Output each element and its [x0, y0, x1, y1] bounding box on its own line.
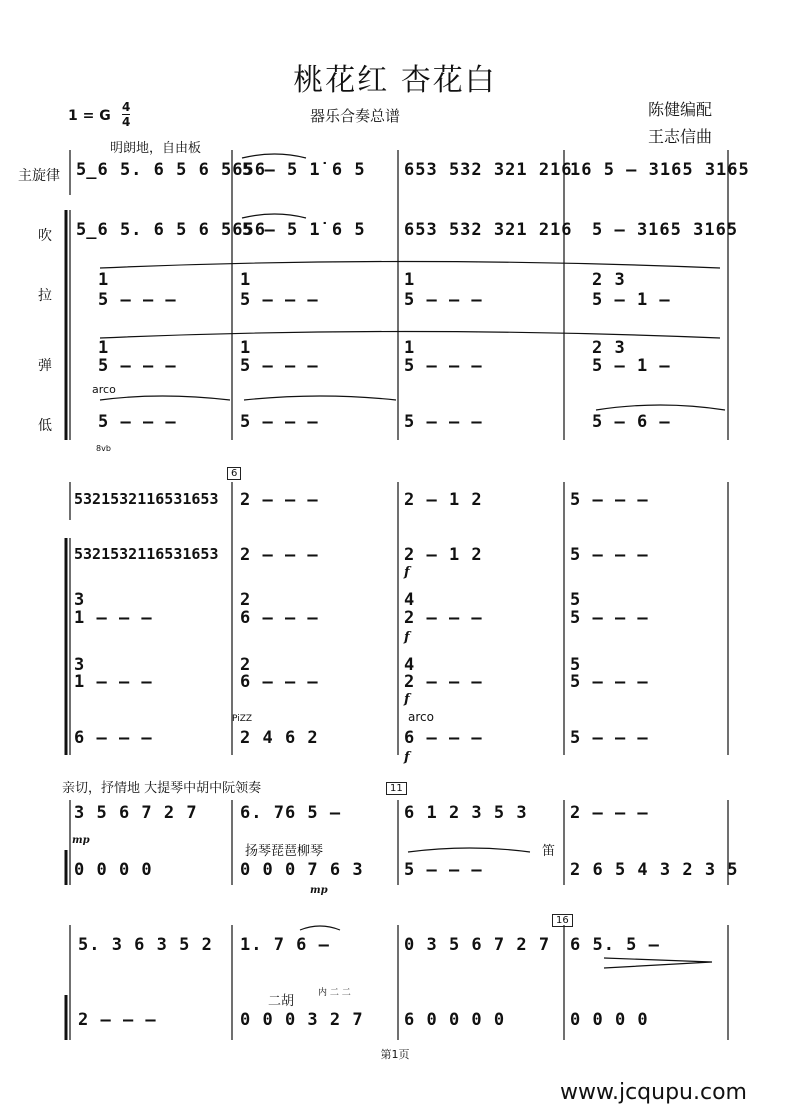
s1-pl-top-m2: 1 [240, 338, 252, 358]
rehearsal-mark-16: 16 [552, 914, 573, 927]
s1-wind-m3: 653 532 321 216 [404, 220, 573, 240]
s3-dyn-top: mp [72, 835, 90, 846]
s2-melody-m3: 2 – 1 2 [404, 490, 483, 510]
s1-pl-top-m3: 1 [404, 338, 416, 358]
s2-dyn-plucked: f [404, 692, 410, 707]
s4-top-m2: 1. 7 6 – [240, 935, 330, 955]
s1-str-top-m3: 1 [404, 270, 416, 290]
s2-melody-m4: 5 – – – [570, 490, 649, 510]
watermark-text: www.jcqupu.com [560, 1080, 747, 1105]
s1-melody-m1: 5̲6 5. 6 5 6 5656 [76, 160, 266, 180]
s2-low-m4: 5 – – – [570, 728, 649, 748]
s1-octave-mark: 8vb [96, 444, 111, 453]
s3-instr-b: 笛 [542, 844, 556, 859]
s2-melody-m2: 2 – – – [240, 490, 319, 510]
s2-pl-bot-m4: 5 – – – [570, 672, 649, 692]
s2-arco-mark: arco [408, 710, 434, 724]
s2-str-top-m3: 4 [404, 590, 416, 610]
s2-wind-m3: 2 – 1 2 [404, 545, 483, 565]
s3-top-m2: 6. 76 5 – [240, 803, 342, 823]
s1-low-m3: 5 – – – [404, 412, 483, 432]
s1-str-bot-m3: 5 – – – [404, 290, 483, 310]
s3-bottom-m4: 2 6 5 4 3 2 3 5 [570, 860, 739, 880]
s2-low-m2: 2 4 6 2 [240, 728, 319, 748]
s2-str-bot-m3: 2 – – – [404, 608, 483, 628]
s3-bottom-m2: 0 0 0 7 6 3 [240, 860, 364, 880]
s2-low-m1: 6 – – – [74, 728, 153, 748]
s4-bowing: 内 二 二 [318, 988, 351, 998]
s1-pl-bot-m1: 5 – – – [98, 356, 177, 376]
s2-dyn-strings: f [404, 630, 410, 645]
s2-str-bot-m2: 6 – – – [240, 608, 319, 628]
page-title: 桃花红 杏花白 [293, 63, 497, 98]
meter-numerator: 4 [122, 100, 131, 114]
s4-bottom-m2: 0 0 0 3 2 7 [240, 1010, 364, 1030]
s2-pl-top-m2: 2 [240, 655, 252, 675]
s3-dyn-bottom: mp [310, 885, 328, 896]
s2-pizz-mark: PiZZ [232, 714, 253, 724]
s2-dyn-low: f [404, 750, 410, 765]
s1-melody-m3: 653 532 321 216 [404, 160, 573, 180]
part-label-melody: 主旋律 [18, 168, 60, 184]
part-label-strings: 拉 [38, 288, 52, 304]
s1-wind-m2: 5 – 5 1̇ 6 5 [242, 220, 366, 240]
s2-pl-top-m4: 5 [570, 655, 582, 675]
s3-top-m3: 6 1 2 3 5 3 [404, 803, 528, 823]
s4-top-m1: 5. 3 6 3 5 2 [78, 935, 213, 955]
s4-bottom-m4: 0 0 0 0 [570, 1010, 649, 1030]
s3-bottom-m3: 5 – – – [404, 860, 483, 880]
s2-pl-top-m1: 3 [74, 655, 86, 675]
s3-top-m4: 2 – – – [570, 803, 649, 823]
rehearsal-mark-11: 11 [386, 782, 407, 795]
s3-bottom-m1: 0 0 0 0 [74, 860, 153, 880]
s2-wind-m1: 5321532116531653 [74, 545, 219, 563]
s4-top-m3: 0 3 5 6 7 2 7 [404, 935, 551, 955]
s1-str-top-m2: 1 [240, 270, 252, 290]
s1-wind-m4: 5 – 3165 3165 [592, 220, 739, 240]
part-label-low: 低 [38, 418, 52, 434]
meter-denominator: 4 [122, 115, 131, 129]
tempo-marking: 明朗地，自由板 [110, 141, 202, 156]
s2-wind-m4: 5 – – – [570, 545, 649, 565]
s1-str-top-m1: 1 [98, 270, 110, 290]
composer: 王志信曲 [648, 127, 713, 146]
subtitle: 器乐合奏总谱 [310, 107, 401, 125]
s1-wind-m1: 5̲6 5. 6 5 6 5656 [76, 220, 266, 240]
page-number: 第1页 [380, 1048, 410, 1061]
s2-str-bot-m4: 5 – – – [570, 608, 649, 628]
arranger: 陈健编配 [648, 100, 713, 119]
s1-pl-bot-m3: 5 – – – [404, 356, 483, 376]
s2-str-bot-m1: 1 – – – [74, 608, 153, 628]
s1-str-bot-m4: 5 – 1 – [592, 290, 671, 310]
s1-pl-bot-m4: 5 – 1 – [592, 356, 671, 376]
s2-pl-bot-m1: 1 – – – [74, 672, 153, 692]
s1-str-bot-m1: 5 – – – [98, 290, 177, 310]
s4-top-m4: 6 5. 5 – [570, 935, 660, 955]
s2-pl-top-m3: 4 [404, 655, 416, 675]
s2-wind-m2: 2 – – – [240, 545, 319, 565]
rehearsal-mark-6: 6 [227, 467, 241, 480]
s1-pl-top-m1: 1 [98, 338, 110, 358]
s4-instr: 二胡 [268, 994, 295, 1009]
part-label-wind: 吹 [38, 228, 52, 244]
s1-str-bot-m2: 5 – – – [240, 290, 319, 310]
s2-melody-m1: 5321532116531653 [74, 490, 219, 508]
s2-low-m3: 6 – – – [404, 728, 483, 748]
s2-pl-bot-m2: 6 – – – [240, 672, 319, 692]
s1-pl-bot-m2: 5 – – – [240, 356, 319, 376]
part-label-plucked: 弹 [38, 358, 52, 374]
s1-melody-m4: 16 5 – 3165 3165 [570, 160, 750, 180]
s1-low-m2: 5 – – – [240, 412, 319, 432]
s3-instr-a: 扬琴琵琶柳琴 [245, 844, 324, 859]
s2-str-top-m2: 2 [240, 590, 252, 610]
s4-bottom-m1: 2 – – – [78, 1010, 157, 1030]
key-signature: 1 = G [68, 108, 111, 124]
s1-melody-m2: 5 – 5 1̇ 6 5 [242, 160, 366, 180]
s2-pl-bot-m3: 2 – – – [404, 672, 483, 692]
s1-str-top-m4: 2 3 [592, 270, 626, 290]
s1-low-m4: 5 – 6 – [592, 412, 671, 432]
s3-top-m1: 3 5 6 7 2 7 [74, 803, 198, 823]
s4-bottom-m3: 6 0 0 0 0 [404, 1010, 506, 1030]
s3-expression: 亲切，抒情地 大提琴中胡中阮领奏 [62, 781, 262, 796]
s1-low-m1: 5 – – – [98, 412, 177, 432]
s2-dyn-wind: f [404, 565, 410, 580]
s1-pl-top-m4: 2 3 [592, 338, 626, 358]
s2-str-top-m1: 3 [74, 590, 86, 610]
s2-str-top-m4: 5 [570, 590, 582, 610]
s1-arco-mark: arco [92, 383, 116, 396]
